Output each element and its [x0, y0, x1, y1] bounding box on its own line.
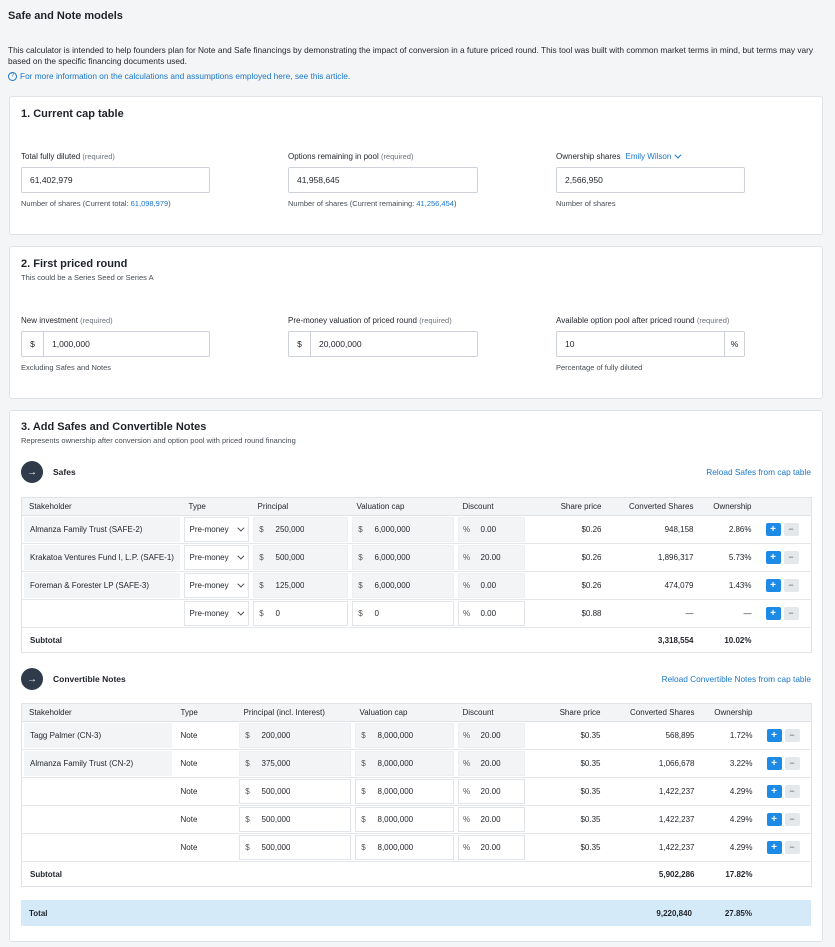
- subtotal-ownership: 10.02%: [724, 635, 752, 645]
- type-select[interactable]: Pre-money: [184, 601, 249, 626]
- ownership-cell: 4.29%: [703, 778, 761, 806]
- principal-cell: [251, 572, 350, 600]
- remove-row-button[interactable]: −: [784, 579, 799, 592]
- type-select[interactable]: Pre-money: [184, 545, 249, 570]
- share-price-cell: $0.35: [527, 750, 609, 778]
- actions-cell: [761, 834, 812, 862]
- ownership-cell: 2.86%: [702, 516, 760, 544]
- actions-cell: [760, 572, 812, 600]
- cap-cell: [353, 834, 456, 862]
- discount-input[interactable]: % 0.00: [458, 573, 525, 598]
- principal-input[interactable]: $ 500,000: [239, 807, 351, 832]
- col-ownership: Ownership: [702, 498, 760, 516]
- cap-table-card: [9, 96, 823, 235]
- actions-cell: [760, 600, 812, 628]
- converted-shares-cell: —: [610, 600, 702, 628]
- subtotal-shares: 5,902,286: [658, 869, 695, 879]
- add-row-button[interactable]: +: [766, 523, 781, 536]
- principal-input[interactable]: $ 0: [253, 601, 348, 626]
- type-cell: [182, 544, 251, 572]
- stakeholder-cell: [22, 750, 174, 778]
- ownership-cell: 3.22%: [703, 750, 761, 778]
- premoney-label: Pre-money valuation of priced round (required): [288, 316, 452, 325]
- add-row-button[interactable]: +: [767, 757, 782, 770]
- type-cell: Note: [174, 834, 237, 862]
- dollar-prefix: $: [361, 759, 366, 768]
- share-price-cell: $0.35: [527, 778, 609, 806]
- converted-shares-cell: 1,422,237: [609, 778, 703, 806]
- dollar-prefix: $: [22, 332, 44, 356]
- cap-cell: [353, 750, 456, 778]
- valuation-cap-input[interactable]: $ 0: [352, 601, 454, 626]
- discount-cell: [456, 600, 527, 628]
- subtotal-row: [22, 862, 812, 887]
- chevron-down-icon: [237, 581, 244, 588]
- subtotal-label: Subtotal: [30, 635, 62, 645]
- priced-round-subtitle: This could be a Series Seed or Series A: [21, 273, 154, 282]
- remove-row-button[interactable]: −: [784, 551, 799, 564]
- dollar-prefix: $: [245, 787, 250, 796]
- percent-prefix: %: [462, 525, 471, 534]
- help-icon: ?: [8, 72, 17, 81]
- type-cell: Note: [174, 750, 237, 778]
- discount-input[interactable]: % 0.00: [458, 517, 525, 542]
- valuation-cap-input[interactable]: $ 6,000,000: [352, 545, 454, 570]
- converted-shares-cell: 1,422,237: [609, 834, 703, 862]
- stakeholder-cell: [22, 572, 182, 600]
- add-row-button[interactable]: +: [766, 607, 781, 620]
- percent-prefix: %: [462, 609, 471, 618]
- reload-notes-link[interactable]: Reload Convertible Notes from cap table: [661, 674, 811, 684]
- ownership-cell: —: [702, 600, 760, 628]
- total-diluted-input[interactable]: 61,402,979: [21, 167, 210, 193]
- safes-notes-card: [9, 410, 823, 942]
- share-price-cell: $0.88: [527, 600, 610, 628]
- remove-row-button[interactable]: −: [785, 841, 800, 854]
- remove-row-button[interactable]: −: [785, 785, 800, 798]
- principal-cell: [237, 722, 353, 750]
- ownership-shares-hint: Number of shares: [556, 199, 616, 208]
- safes-table: [21, 497, 812, 653]
- table-row: [22, 750, 812, 778]
- dollar-prefix: $: [358, 609, 363, 618]
- principal-input[interactable]: $ 500,000: [239, 779, 351, 804]
- valuation-cap-input[interactable]: $ 8,000,000: [355, 723, 454, 748]
- cap-cell: [353, 722, 456, 750]
- options-remaining-hint: Number of shares (Current remaining: 41,256,454): [288, 199, 457, 208]
- remove-row-button[interactable]: −: [785, 729, 800, 742]
- table-row: [22, 600, 812, 628]
- stakeholder-cell: [22, 600, 182, 628]
- discount-input[interactable]: % 0.00: [458, 601, 525, 626]
- cap-cell: [350, 600, 456, 628]
- cap-cell: [353, 806, 456, 834]
- subtotal-ownership: 17.82%: [725, 869, 753, 879]
- col-share-price: Share price: [527, 704, 609, 722]
- actions-cell: [760, 544, 812, 572]
- cap-cell: [350, 572, 456, 600]
- table-row: [22, 722, 812, 750]
- reload-safes-link[interactable]: Reload Safes from cap table: [706, 467, 811, 477]
- dollar-prefix: $: [245, 759, 250, 768]
- col-valuation-cap: Valuation cap: [353, 704, 456, 722]
- help-link[interactable]: [8, 71, 350, 81]
- type-cell: Note: [174, 806, 237, 834]
- discount-input[interactable]: % 20.00: [458, 751, 525, 776]
- percent-prefix: %: [462, 815, 471, 824]
- col-discount: Discount: [456, 498, 527, 516]
- ownership-cell: 5.73%: [702, 544, 760, 572]
- current-total-link[interactable]: 61,098,979: [130, 199, 169, 208]
- col-principal: Principal: [251, 498, 350, 516]
- chevron-down-icon: [237, 609, 244, 616]
- stakeholder-cell: [22, 806, 174, 834]
- type-select[interactable]: Pre-money: [184, 517, 249, 542]
- actions-cell: [761, 750, 812, 778]
- percent-prefix: %: [462, 759, 471, 768]
- principal-input[interactable]: $ 375,000: [239, 751, 351, 776]
- dollar-prefix: $: [361, 731, 366, 740]
- cap-cell: [353, 778, 456, 806]
- principal-cell: [251, 516, 350, 544]
- col-discount: Discount: [456, 704, 527, 722]
- share-price-cell: $0.35: [527, 806, 609, 834]
- stakeholder-cell: [22, 834, 174, 862]
- principal-cell: [237, 806, 353, 834]
- percent-prefix: %: [462, 731, 471, 740]
- remove-row-button[interactable]: −: [785, 813, 800, 826]
- remove-row-button[interactable]: −: [784, 607, 799, 620]
- percent-prefix: %: [462, 581, 471, 590]
- add-row-button[interactable]: +: [767, 841, 782, 854]
- discount-cell: [456, 572, 527, 600]
- chevron-down-icon: [675, 152, 682, 159]
- stakeholder-input[interactable]: Almanza Family Trust (CN-2): [24, 751, 172, 776]
- valuation-cap-input[interactable]: $ 8,000,000: [355, 835, 454, 860]
- type-cell: Note: [174, 722, 237, 750]
- table-row: [22, 516, 812, 544]
- cap-cell: [350, 516, 456, 544]
- principal-cell: [237, 778, 353, 806]
- dollar-prefix: $: [361, 815, 366, 824]
- remove-row-button[interactable]: −: [785, 757, 800, 770]
- table-row: [22, 834, 812, 862]
- actions-cell: [761, 778, 812, 806]
- col-converted-shares: Converted Shares: [609, 704, 703, 722]
- priced-round-card: [9, 246, 823, 399]
- valuation-cap-input[interactable]: $ 8,000,000: [355, 807, 454, 832]
- total-diluted-label: Total fully diluted (required): [21, 152, 115, 161]
- table-row: [22, 778, 812, 806]
- stakeholder-input[interactable]: [24, 835, 172, 860]
- share-price-cell: $0.26: [527, 572, 610, 600]
- safes-notes-title: 3. Add Safes and Convertible Notes: [21, 421, 207, 433]
- valuation-cap-input[interactable]: $ 8,000,000: [355, 779, 454, 804]
- options-remaining-label: Options remaining in pool (required): [288, 152, 414, 161]
- col-stakeholder: Stakeholder: [22, 704, 174, 722]
- premoney-input[interactable]: $ 20,000,000: [288, 331, 478, 357]
- safes-header-row: [22, 498, 812, 516]
- option-pool-input[interactable]: 10 %: [556, 331, 745, 357]
- dollar-prefix: $: [358, 553, 363, 562]
- converted-shares-cell: 1,066,678: [609, 750, 703, 778]
- valuation-cap-input[interactable]: $ 8,000,000: [355, 751, 454, 776]
- dollar-prefix: $: [259, 609, 264, 618]
- stakeholder-cell: [22, 544, 182, 572]
- add-row-button[interactable]: +: [767, 729, 782, 742]
- total-shares: 9,220,840: [656, 908, 692, 918]
- percent-prefix: %: [462, 787, 471, 796]
- chevron-down-icon: [237, 553, 244, 560]
- stakeholder-cell: [22, 722, 174, 750]
- stakeholder-input[interactable]: [24, 807, 172, 832]
- principal-cell: [237, 750, 353, 778]
- dollar-prefix: $: [245, 815, 250, 824]
- dollar-prefix: $: [361, 843, 366, 852]
- converted-shares-cell: 1,422,237: [609, 806, 703, 834]
- chevron-down-icon: [237, 525, 244, 532]
- type-cell: [182, 600, 251, 628]
- dollar-prefix: $: [358, 581, 363, 590]
- principal-input[interactable]: $ 125,000: [253, 573, 348, 598]
- add-row-button[interactable]: +: [766, 579, 781, 592]
- add-row-button[interactable]: +: [767, 813, 782, 826]
- stakeholder-cell: [22, 778, 174, 806]
- ownership-shares-label: Ownership shares Emily Wilson: [556, 152, 679, 161]
- ownership-cell: 4.29%: [703, 806, 761, 834]
- total-ownership: 27.85%: [724, 908, 752, 918]
- intro-text: This calculator is intended to help founders plan for Note and Safe financings by demonstrating the impact of conversion in a future priced round. This tool was built with common market terms in mind, but terms may vary based on the specific financing documents used.: [8, 45, 814, 66]
- dollar-prefix: $: [245, 731, 250, 740]
- safes-title: Safes: [53, 467, 76, 477]
- arrow-right-icon: →: [27, 466, 37, 478]
- ownership-cell: 1.43%: [702, 572, 760, 600]
- actions-cell: [761, 806, 812, 834]
- stakeholder-input[interactable]: Krakatoa Ventures Fund I, L.P. (SAFE-1): [24, 545, 180, 570]
- share-price-cell: $0.26: [527, 544, 610, 572]
- type-cell: Note: [174, 778, 237, 806]
- dollar-prefix: $: [259, 525, 264, 534]
- discount-cell: [456, 722, 527, 750]
- principal-cell: [251, 600, 350, 628]
- principal-input[interactable]: $ 250,000: [253, 517, 348, 542]
- add-row-button[interactable]: +: [767, 785, 782, 798]
- new-investment-input[interactable]: $ 1,000,000: [21, 331, 210, 357]
- valuation-cap-input[interactable]: $ 6,000,000: [352, 573, 454, 598]
- type-cell: [182, 516, 251, 544]
- cap-table-title: 1. Current cap table: [21, 108, 124, 120]
- safes-notes-subtitle: Represents ownership after conversion and option pool with priced round financing: [21, 436, 296, 445]
- share-price-cell: $0.26: [527, 516, 610, 544]
- subtotal-shares: 3,318,554: [657, 635, 694, 645]
- converted-shares-cell: 948,158: [610, 516, 702, 544]
- dollar-prefix: $: [289, 332, 311, 356]
- safes-expand-button[interactable]: [21, 461, 43, 483]
- percent-prefix: %: [462, 843, 471, 852]
- ownership-cell: 1.72%: [703, 722, 761, 750]
- dollar-prefix: $: [259, 581, 264, 590]
- discount-input[interactable]: % 20.00: [458, 835, 525, 860]
- discount-input[interactable]: % 20.00: [458, 723, 525, 748]
- col-actions: [761, 704, 812, 722]
- stakeholder-input[interactable]: [24, 779, 172, 804]
- principal-cell: [251, 544, 350, 572]
- page-title: Safe and Note models: [8, 10, 123, 22]
- col-stakeholder: Stakeholder: [22, 498, 182, 516]
- actions-cell: [761, 722, 812, 750]
- discount-input[interactable]: % 20.00: [458, 807, 525, 832]
- col-converted-shares: Converted Shares: [610, 498, 702, 516]
- table-row: [22, 806, 812, 834]
- new-investment-label: New investment (required): [21, 316, 113, 325]
- options-remaining-input[interactable]: 41,958,645: [288, 167, 478, 193]
- stakeholder-input[interactable]: Tagg Palmer (CN-3): [24, 723, 172, 748]
- option-pool-hint: Percentage of fully diluted: [556, 363, 643, 372]
- discount-input[interactable]: % 20.00: [458, 779, 525, 804]
- discount-cell: [456, 806, 527, 834]
- stakeholder-cell: [22, 516, 182, 544]
- converted-shares-cell: 1,896,317: [610, 544, 702, 572]
- type-select[interactable]: Pre-money: [184, 573, 249, 598]
- total-diluted-hint: Number of shares (Current total: 61,098,979): [21, 199, 171, 208]
- ownership-cell: 4.29%: [703, 834, 761, 862]
- col-valuation-cap: Valuation cap: [350, 498, 456, 516]
- discount-cell: [456, 834, 527, 862]
- ownership-shares-input[interactable]: 2,566,950: [556, 167, 745, 193]
- discount-input[interactable]: % 20.00: [458, 545, 525, 570]
- remove-row-button[interactable]: −: [784, 523, 799, 536]
- stakeholder-input[interactable]: Foreman & Forester LP (SAFE-3): [24, 573, 180, 598]
- current-remaining-link[interactable]: 41,256,454: [416, 199, 454, 208]
- converted-shares-cell: 568,895: [609, 722, 703, 750]
- dollar-prefix: $: [361, 787, 366, 796]
- table-row: [22, 544, 812, 572]
- discount-cell: [456, 778, 527, 806]
- subtotal-row: [22, 628, 812, 653]
- add-row-button[interactable]: +: [766, 551, 781, 564]
- share-price-cell: $0.35: [527, 834, 609, 862]
- discount-cell: [456, 516, 527, 544]
- subtotal-label: Subtotal: [30, 869, 62, 879]
- col-type: Type: [174, 704, 237, 722]
- dollar-prefix: $: [259, 553, 264, 562]
- col-share-price: Share price: [527, 498, 610, 516]
- share-price-cell: $0.35: [527, 722, 609, 750]
- option-pool-label: Available option pool after priced round (required): [556, 316, 730, 325]
- percent-prefix: %: [462, 553, 471, 562]
- converted-shares-cell: 474,079: [610, 572, 702, 600]
- total-row: [21, 900, 811, 926]
- principal-input[interactable]: $ 500,000: [239, 835, 351, 860]
- priced-round-title: 2. First priced round: [21, 258, 128, 270]
- notes-expand-button[interactable]: [21, 668, 43, 690]
- principal-cell: [237, 834, 353, 862]
- discount-cell: [456, 544, 527, 572]
- type-cell: [182, 572, 251, 600]
- percent-suffix: %: [724, 332, 744, 356]
- col-type: Type: [182, 498, 251, 516]
- dollar-prefix: $: [245, 843, 250, 852]
- stakeholder-dropdown[interactable]: Emily Wilson: [625, 152, 679, 161]
- notes-table: [21, 703, 812, 887]
- stakeholder-input[interactable]: [24, 601, 180, 626]
- col-ownership: Ownership: [703, 704, 761, 722]
- new-investment-hint: Excluding Safes and Notes: [21, 363, 112, 372]
- principal-input[interactable]: $ 500,000: [253, 545, 348, 570]
- table-row: [22, 572, 812, 600]
- total-label: Total: [29, 908, 48, 918]
- principal-input[interactable]: $ 200,000: [239, 723, 351, 748]
- notes-title: Convertible Notes: [53, 674, 126, 684]
- dollar-prefix: $: [358, 525, 363, 534]
- stakeholder-input[interactable]: Almanza Family Trust (SAFE-2): [24, 517, 180, 542]
- cap-cell: [350, 544, 456, 572]
- col-actions: [760, 498, 812, 516]
- notes-header-row: [22, 704, 812, 722]
- col-principal: Principal (incl. Interest): [237, 704, 353, 722]
- discount-cell: [456, 750, 527, 778]
- help-link-text: For more information on the calculations and assumptions employed here, see this article.: [20, 71, 351, 81]
- arrow-right-icon: →: [27, 673, 37, 685]
- actions-cell: [760, 516, 812, 544]
- valuation-cap-input[interactable]: $ 6,000,000: [352, 517, 454, 542]
